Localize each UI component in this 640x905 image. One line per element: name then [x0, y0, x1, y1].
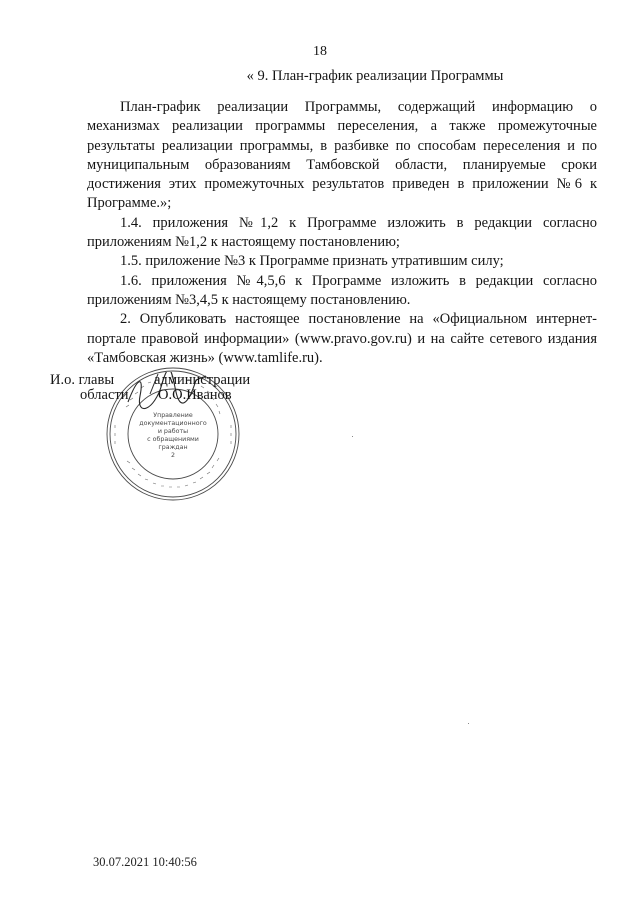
- page-number: 18: [313, 44, 327, 59]
- scan-speck: [468, 723, 469, 724]
- signature-position: И.о. главы: [50, 372, 115, 388]
- stamp-line: документационного: [139, 420, 207, 427]
- stamp-line: 2: [170, 452, 176, 459]
- paragraph: План-график реализации Программы, содержащий информацию о механизмах реализации программы переселения, а также промежуточные результаты реализации программы, в разбивке по способам переселения и по муниципальным образованиям Тамбовской области, планируемые сроки достижения этих промежуточных результатов приведен в приложении №6 к Программе.»;: [87, 99, 597, 212]
- signature-position-continued: администрации: [154, 372, 251, 388]
- stamp-line: с обращениями: [147, 436, 199, 443]
- signatory-name: О.О.Иванов: [158, 387, 232, 403]
- stamp-line: и работы: [157, 428, 189, 435]
- stamp-line: граждан: [158, 444, 188, 451]
- paragraph: 2. Опубликовать настоящее постановление на «Официальном интернет-портале правовой информации» (www.pravo.gov.ru) и на сайте сетевого издания «Тамбовская жизнь» (www.tamlife.ru).: [87, 311, 597, 366]
- paragraph: 1.4. приложения №1,2 к Программе изложить в редакции согласно приложениям №1,2 к настоящему постановлению;: [87, 214, 597, 251]
- section-title: « 9. План-график реализации Программы: [246, 68, 504, 84]
- signature-region: области: [80, 387, 129, 403]
- signature-block: [50, 373, 260, 403]
- body-text: [87, 98, 597, 368]
- stamp-line: Управление: [153, 412, 193, 419]
- paragraph: 1.5. приложение №3 к Программе признать утратившим силу;: [120, 253, 504, 270]
- scan-timestamp: 30.07.2021 10:40:56: [93, 855, 197, 869]
- paragraph: 1.6. приложения №4,5,6 к Программе изложить в редакции согласно приложениям №3,4,5 к настоящему постановлению.: [87, 272, 597, 308]
- scan-speck: [352, 436, 353, 437]
